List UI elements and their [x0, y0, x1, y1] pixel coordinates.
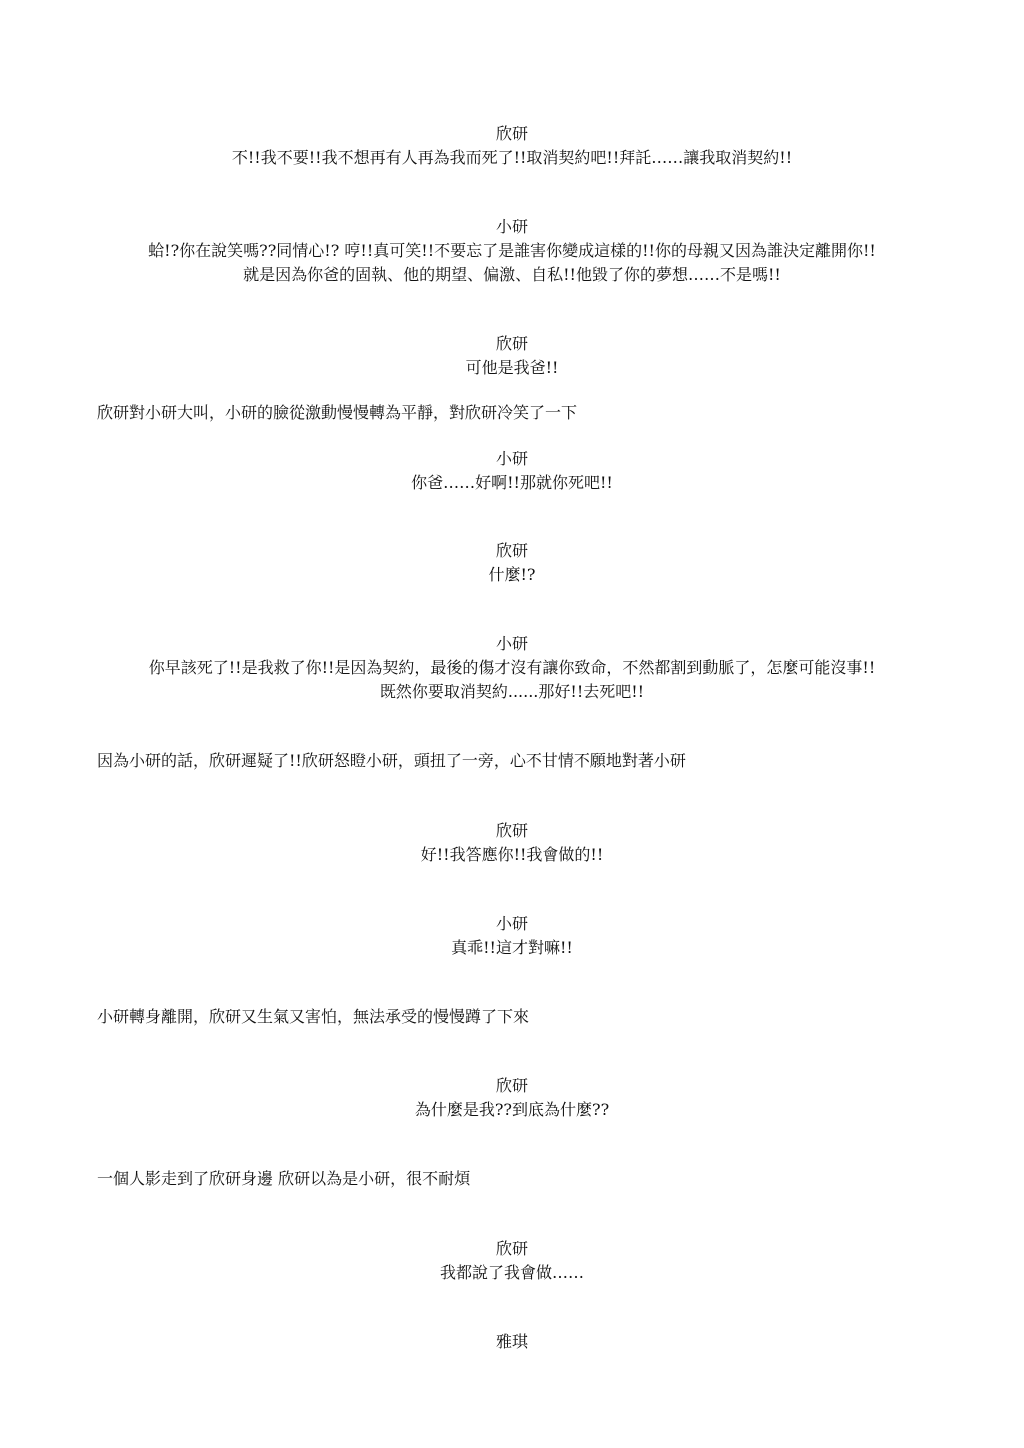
dialogue-block [90, 912, 934, 960]
dialogue-line: 既然你要取消契約......那好!!去死吧!! [379, 682, 645, 701]
narration-paragraph [97, 401, 941, 425]
speaker-name: 小研 [495, 914, 528, 933]
dialogue-block [90, 1330, 934, 1354]
narration-text: 因為小研的話，欣研遲疑了!!欣研怒瞪小研，頭扭了一旁，心不甘情不願地對著小研 [97, 751, 686, 770]
dialogue-line: 就是因為你爸的固執、他的期望、偏激、自私!!他毀了你的夢想……不是嗎!! [243, 265, 781, 284]
dialogue-block [90, 819, 934, 867]
speaker-name: 雅琪 [495, 1332, 528, 1351]
narration-paragraph [97, 749, 941, 773]
speaker-name: 欣研 [495, 1239, 528, 1258]
speaker-name: 小研 [495, 634, 528, 653]
speaker-name: 欣研 [495, 821, 528, 840]
dialogue-line: 不!!我不要!!我不想再有人再為我而死了!!取消契約吧!!拜託……讓我取消契約!! [231, 148, 793, 167]
dialogue-block [90, 1237, 934, 1285]
dialogue-line: 好!!我答應你!!我會做的!! [420, 845, 604, 864]
narration-text: 一個人影走到了欣研身邊 欣研以為是小研，很不耐煩 [97, 1169, 471, 1188]
dialogue-line: 什麼!? [488, 565, 536, 584]
dialogue-block [90, 447, 934, 495]
speaker-name: 小研 [495, 217, 528, 236]
dialogue-line: 你爸……好啊!!那就你死吧!! [411, 473, 613, 492]
speaker-name: 欣研 [495, 334, 528, 353]
dialogue-line: 蛤!?你在說笑嗎??同情心!? 哼!!真可笑!!不要忘了是誰害你變成這樣的!!你的母親又因為誰決定離開你!! [148, 241, 876, 260]
dialogue-block [90, 122, 934, 170]
dialogue-line: 可他是我爸!! [465, 358, 559, 377]
dialogue-line: 真乖!!這才對嘛!! [451, 938, 573, 957]
dialogue-line: 為什麼是我??到底為什麼?? [414, 1100, 610, 1119]
dialogue-block [90, 632, 934, 704]
narration-text: 欣研對小研大叫，小研的臉從激動慢慢轉為平靜，對欣研冷笑了一下 [97, 403, 578, 422]
dialogue-block [90, 539, 934, 587]
narration-paragraph [97, 1167, 941, 1191]
speaker-name: 欣研 [495, 1076, 528, 1095]
speaker-name: 小研 [495, 449, 528, 468]
speaker-name: 欣研 [495, 541, 528, 560]
dialogue-block [90, 1074, 934, 1122]
dialogue-block [90, 332, 934, 380]
narration-text: 小研轉身離開，欣研又生氣又害怕，無法承受的慢慢蹲了下來 [97, 1007, 530, 1026]
speaker-name: 欣研 [495, 124, 528, 143]
dialogue-line: 你早該死了!!是我救了你!!是因為契約，最後的傷才沒有讓你致命，不然都割到動脈了，怎麼可能沒事!! [148, 658, 876, 677]
dialogue-line: 我都說了我會做…… [439, 1263, 584, 1282]
dialogue-block [90, 215, 934, 287]
narration-paragraph [97, 1005, 941, 1029]
